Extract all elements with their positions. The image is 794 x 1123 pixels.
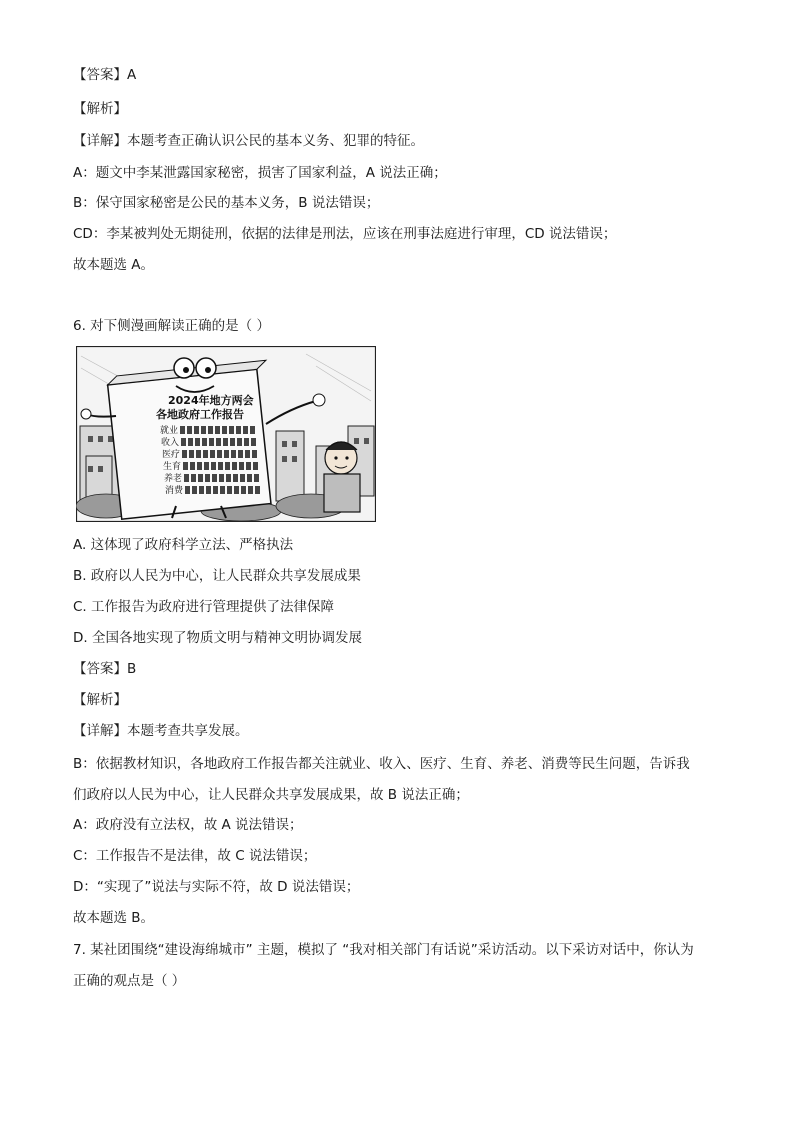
cartoon-grid-cell: [208, 426, 213, 434]
cartoon-grid-cell: [202, 438, 207, 446]
cartoon-grid-cell: [213, 486, 218, 494]
cartoon-item-label: 养老: [164, 474, 183, 484]
cartoon-grid-cell: [252, 450, 257, 458]
cartoon-grid-cell: [198, 474, 203, 482]
cartoon-grid-cell: [236, 426, 241, 434]
q6-explain-b-line1: B：依据教材知识，各地政府工作报告都关注就业、收入、医疗、生育、养老、消费等民生问题，告诉我: [73, 756, 690, 772]
q6-detail: 【详解】本题考查共享发展。: [73, 723, 249, 739]
q5-answer: 【答案】A: [73, 67, 137, 83]
cartoon-grid-cell: [243, 426, 248, 434]
cartoon-grid-cell: [182, 450, 187, 458]
cartoon-grid-cell: [181, 438, 186, 446]
cartoon-item-label: 收入: [161, 438, 180, 448]
cartoon-grid-cell: [229, 426, 234, 434]
cartoon-grid-cell: [233, 474, 238, 482]
cartoon-grid-cell: [204, 462, 209, 470]
q6-explain-d: D：“实现了”说法与实际不符，故 D 说法错误；: [73, 879, 360, 895]
cartoon-grid-cell: [190, 462, 195, 470]
cartoon-grid-cell: [227, 486, 232, 494]
cartoon-title-line1: 2024年地方两会: [168, 394, 254, 407]
cartoon-grid-cell: [248, 486, 253, 494]
q5-explain-b: B：保守国家秘密是公民的基本义务，B 说法错误；: [73, 195, 380, 211]
cartoon-grid-cell: [225, 462, 230, 470]
cartoon-grid-cell: [244, 438, 249, 446]
q7-stem-line1: 7. 某社团围绕“建设海绵城市” 主题，模拟了 “我对相关部门有话说”采访活动。以下采访对话中，你认为: [73, 942, 694, 958]
cartoon-grid-cell: [216, 438, 221, 446]
q5-analysis-label: 【解析】: [73, 101, 127, 117]
q6-option-d: D. 全国各地实现了物质文明与精神文明协调发展: [73, 630, 362, 646]
cartoon-grid-cell: [226, 474, 231, 482]
cartoon-grid-cell: [212, 474, 217, 482]
cartoon-grid-cell: [211, 462, 216, 470]
cartoon-title-line2: 各地政府工作报告: [156, 408, 244, 421]
cartoon-grid-cell: [219, 474, 224, 482]
q6-stem: 6. 对下侧漫画解读正确的是（ ）: [73, 318, 270, 334]
cartoon-item-label: 生育: [163, 462, 182, 472]
q6-explain-a: A：政府没有立法权，故 A 说法错误；: [73, 817, 303, 833]
cartoon-item-label: 医疗: [162, 450, 181, 460]
cartoon-grid-cell: [184, 474, 189, 482]
cartoon-grid-cell: [206, 486, 211, 494]
q6-explain-c: C：工作报告不是法律，故 C 说法错误；: [73, 848, 317, 864]
cartoon-grid-cell: [217, 450, 222, 458]
cartoon-grid-cell: [255, 486, 260, 494]
cartoon-grid-cell: [222, 426, 227, 434]
q5-detail: 【详解】本题考查正确认识公民的基本义务、犯罪的特征。: [73, 133, 424, 149]
q5-conclusion: 故本题选 A。: [73, 257, 155, 273]
cartoon-grid-cell: [253, 462, 258, 470]
cartoon-grid-cell: [215, 426, 220, 434]
cartoon-grid-cell: [220, 486, 225, 494]
cartoon-grid-cell: [230, 438, 235, 446]
cartoon-grid-cell: [246, 462, 251, 470]
q6-explain-b-line2: 们政府以人民为中心，让人民群众共享发展成果，故 B 说法正确；: [73, 787, 469, 803]
q6-conclusion: 故本题选 B。: [73, 910, 155, 926]
cartoon-grid-cell: [191, 474, 196, 482]
cartoon-grid-cell: [223, 438, 228, 446]
cartoon-grid-cell: [194, 426, 199, 434]
cartoon-grid-cell: [205, 474, 210, 482]
cartoon-grid-cell: [232, 462, 237, 470]
cartoon-grid-cell: [195, 438, 200, 446]
cartoon-grid-cell: [199, 486, 204, 494]
q6-option-b: B. 政府以人民为中心，让人民群众共享发展成果: [73, 568, 361, 584]
cartoon-grid-cell: [197, 462, 202, 470]
cartoon-item-label: 消费: [165, 486, 184, 496]
cartoon-grid-cell: [239, 462, 244, 470]
q6-option-a: A. 这体现了政府科学立法、严格执法: [73, 537, 294, 553]
q5-explain-cd: CD：李某被判处无期徒刑，依据的法律是刑法，应该在刑事法庭进行审理，CD 说法错误；: [73, 226, 617, 242]
cartoon-grid-cell: [254, 474, 259, 482]
cartoon-grid-cell: [250, 426, 255, 434]
cartoon-grid-cell: [231, 450, 236, 458]
cartoon-grid-cell: [237, 438, 242, 446]
cartoon-grid-cell: [210, 450, 215, 458]
cartoon-grid-cell: [183, 462, 188, 470]
cartoon-grid-cell: [189, 450, 194, 458]
cartoon-grid-cell: [187, 426, 192, 434]
cartoon-grid-cell: [192, 486, 197, 494]
cartoon-grid-cell: [251, 438, 256, 446]
q6-answer: 【答案】B: [73, 661, 137, 677]
q6-option-c: C. 工作报告为政府进行管理提供了法律保障: [73, 599, 335, 615]
cartoon-grid-cell: [238, 450, 243, 458]
cartoon-grid-cell: [218, 462, 223, 470]
cartoon-grid-cell: [247, 474, 252, 482]
cartoon-grid-cell: [196, 450, 201, 458]
cartoon-grid-cell: [180, 426, 185, 434]
cartoon-grid-cell: [203, 450, 208, 458]
cartoon-grid-cell: [245, 450, 250, 458]
cartoon-item-label: 就业: [160, 426, 179, 436]
cartoon-grid-cell: [185, 486, 190, 494]
cartoon-grid-cell: [241, 486, 246, 494]
q7-stem-line2: 正确的观点是（ ）: [73, 973, 186, 989]
q6-analysis-label: 【解析】: [73, 692, 127, 708]
q5-explain-a: A：题文中李某泄露国家秘密，损害了国家利益，A 说法正确；: [73, 165, 447, 181]
cartoon-grid-cell: [188, 438, 193, 446]
cartoon-grid-cell: [224, 450, 229, 458]
cartoon-grid-cell: [209, 438, 214, 446]
cartoon-grid-cell: [201, 426, 206, 434]
cartoon-grid-cell: [234, 486, 239, 494]
cartoon-image: [76, 346, 376, 522]
cartoon-grid-cell: [240, 474, 245, 482]
